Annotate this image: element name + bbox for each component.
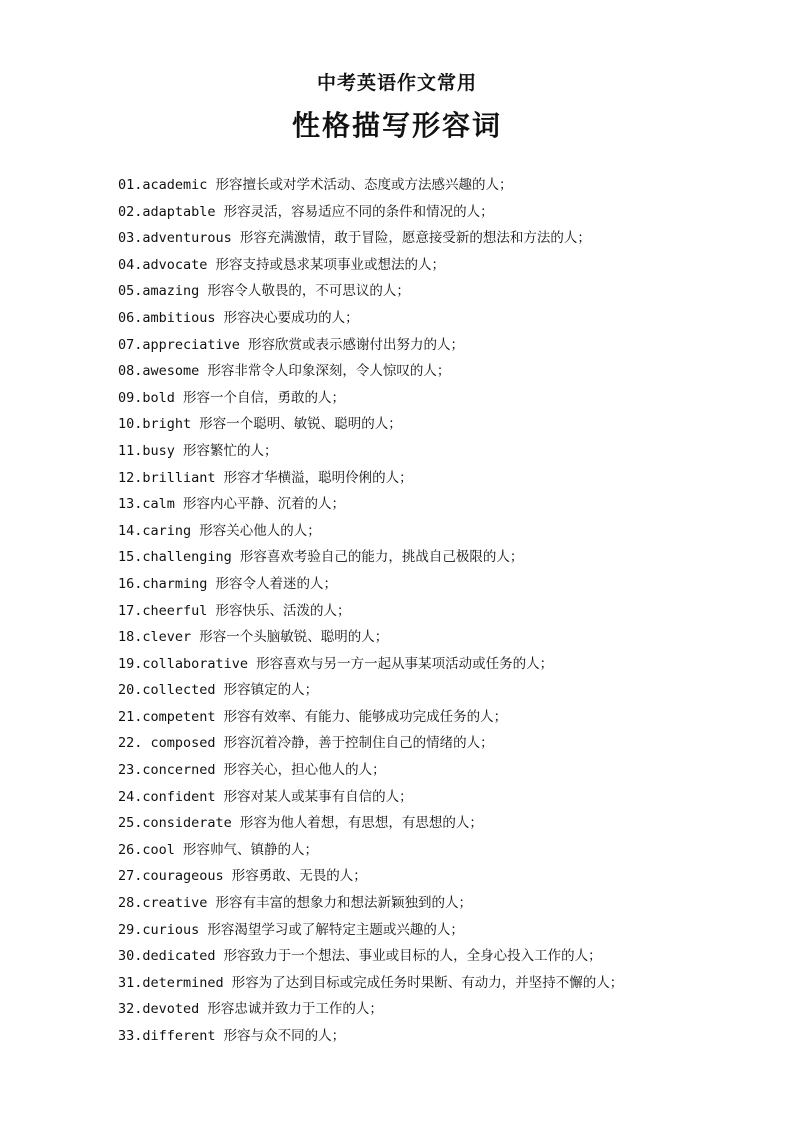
vocabulary-entry	[118, 996, 778, 1023]
vocabulary-entry	[118, 704, 778, 731]
vocabulary-entry	[118, 358, 778, 385]
vocabulary-entry	[118, 252, 778, 279]
entry-text: 16.charming 形容令人着迷的人；	[118, 575, 338, 592]
entry-text: 21.competent 形容有效率、有能力、能够成功完成任务的人；	[118, 708, 508, 725]
vocabulary-entry	[118, 757, 778, 784]
entry-text: 09.bold 形容一个自信，勇敢的人；	[118, 389, 346, 406]
entry-text: 04.advocate 形容支持或恳求某项事业或想法的人；	[118, 256, 446, 273]
entry-text: 33.different 形容与众不同的人；	[118, 1028, 346, 1044]
vocabulary-entry	[118, 784, 778, 811]
entry-text: 24.confident 形容对某人或某事有自信的人；	[118, 788, 413, 805]
entry-text: 15.challenging 形容喜欢考验自己的能力，挑战自己极限的人；	[118, 549, 524, 566]
entry-text: 13.calm 形容内心平静、沉着的人；	[118, 496, 346, 513]
vocabulary-entry	[118, 598, 778, 625]
entry-text: 08.awesome 形容非常令人印象深刻，令人惊叹的人；	[118, 363, 451, 380]
vocabulary-entry	[118, 544, 778, 571]
vocabulary-entry	[118, 863, 778, 890]
vocabulary-entry	[118, 411, 778, 438]
vocabulary-entry	[118, 278, 778, 305]
entry-text: 26.cool 形容帅气、镇静的人；	[118, 841, 319, 858]
vocabulary-entry	[118, 465, 778, 492]
vocabulary-entry	[118, 199, 778, 226]
entry-text: 02.adaptable 形容灵活，容易适应不同的条件和情况的人；	[118, 203, 494, 220]
entry-text: 07.appreciative 形容欣赏或表示感谢付出努力的人；	[118, 336, 465, 353]
entry-text: 23.concerned 形容关心，担心他人的人；	[118, 762, 386, 779]
vocabulary-entry	[118, 305, 778, 332]
vocabulary-entry	[118, 1023, 778, 1050]
vocabulary-entry	[118, 943, 778, 970]
vocabulary-entry	[118, 890, 778, 917]
entry-text: 11.busy 形容繁忙的人；	[118, 442, 278, 459]
document-subtitle: 中考英语作文常用	[316, 72, 477, 94]
entry-text: 31.determined 形容为了达到目标或完成任务时果断、有动力，并坚持不懈的人；	[118, 974, 624, 991]
entry-text: 18.clever 形容一个头脑敏锐、聪明的人；	[118, 629, 389, 646]
document-title: 性格描写形容词	[291, 109, 502, 142]
entry-text: 19.collaborative 形容喜欢与另一方一起从事某项活动或任务的人；	[118, 655, 554, 672]
vocabulary-entry	[118, 172, 778, 199]
vocabulary-entry	[118, 225, 778, 252]
vocabulary-entry	[118, 677, 778, 704]
vocabulary-entry	[118, 970, 778, 997]
vocabulary-entry	[118, 917, 778, 944]
vocabulary-entry	[118, 651, 778, 678]
vocabulary-entry	[118, 571, 778, 598]
entry-text: 30.dedicated 形容致力于一个想法、事业或目标的人，全身心投入工作的人；	[118, 948, 602, 965]
vocabulary-list	[118, 172, 778, 1050]
vocabulary-entry	[118, 385, 778, 412]
entry-text: 20.collected 形容镇定的人；	[118, 682, 319, 699]
entry-text: 22. composed 形容沉着冷静，善于控制住自己的情绪的人；	[118, 735, 494, 752]
entry-text: 01.academic 形容擅长或对学术活动、态度或方法感兴趣的人；	[118, 177, 513, 193]
vocabulary-entry	[118, 730, 778, 757]
vocabulary-entry	[118, 837, 778, 864]
entry-text: 10.bright 形容一个聪明、敏锐、聪明的人；	[118, 416, 402, 433]
entry-text: 29.curious 形容渴望学习或了解特定主题或兴趣的人；	[118, 921, 464, 938]
vocabulary-entry	[118, 518, 778, 545]
entry-text: 12.brilliant 形容才华横溢，聪明伶俐的人；	[118, 469, 413, 486]
entry-text: 05.amazing 形容令人敬畏的，不可思议的人；	[118, 283, 410, 300]
entry-text: 27.courageous 形容勇敢、无畏的人；	[118, 868, 367, 885]
entry-text: 32.devoted 形容忠诚并致力于工作的人；	[118, 1001, 383, 1018]
entry-text: 06.ambitious 形容决心要成功的人；	[118, 309, 359, 326]
vocabulary-entry	[118, 624, 778, 651]
vocabulary-entry	[118, 438, 778, 465]
entry-text: 17.cheerful 形容快乐、活泼的人；	[118, 602, 351, 619]
entry-text: 25.considerate 形容为他人着想，有思想，有思想的人；	[118, 815, 483, 832]
vocabulary-entry	[118, 491, 778, 518]
entry-text: 28.creative 形容有丰富的想象力和想法新颖独到的人；	[118, 895, 473, 912]
entry-text: 14.caring 形容关心他人的人；	[118, 522, 321, 539]
vocabulary-entry	[118, 332, 778, 359]
vocabulary-entry	[118, 810, 778, 837]
entry-text: 03.adventurous 形容充满激情，敢于冒险，愿意接受新的想法和方法的人；	[118, 230, 591, 247]
